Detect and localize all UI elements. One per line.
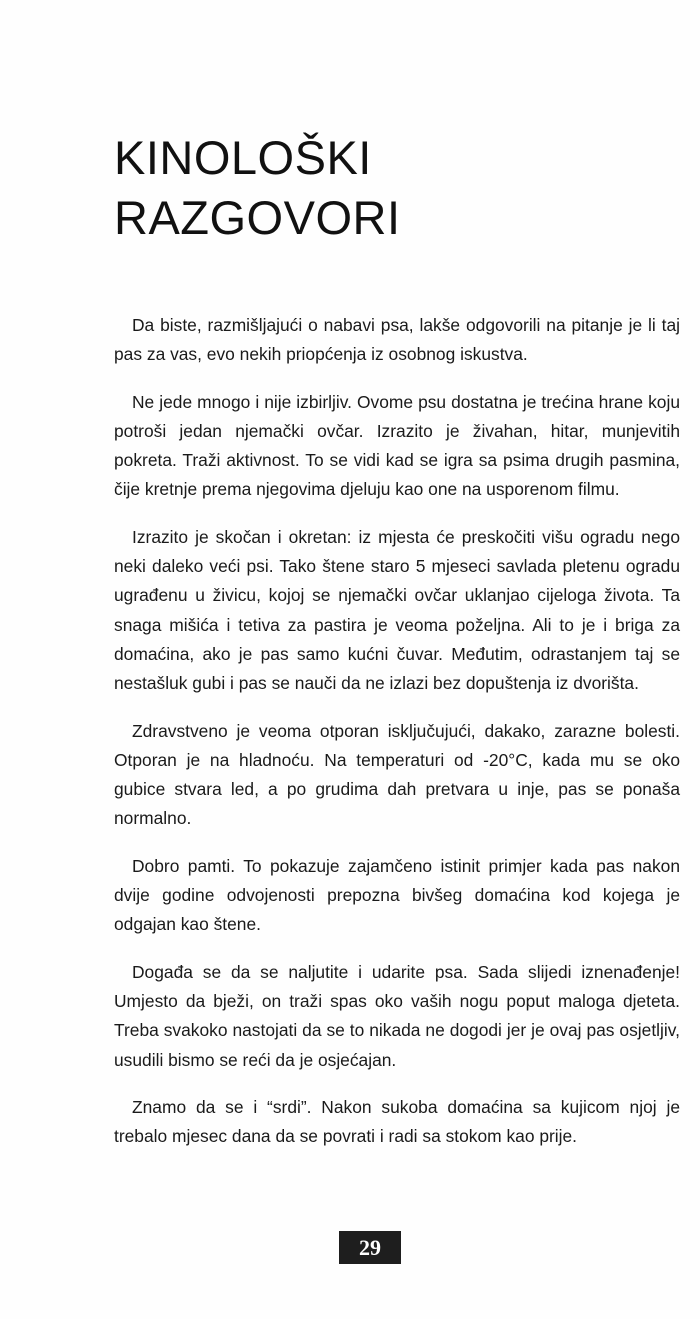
paragraph: Dobro pamti. To pokazuje zajamčeno istinit primjer kada pas nakon dvije godine odvojenosti prepozna bivšeg domaćina kod kojega je odgajan kao štene. — [114, 855, 680, 935]
chapter-title-line-1: KINOLOŠKI — [114, 131, 372, 184]
paragraph: Događa se da se naljutite i udarite psa. Sada slijedi iznenađenje! Umjesto da bježi, on traži spas oko vaših nogu poput maloga djeteta. Treba svakoko nastojati da se to nikada ne dogodi jer je ovaj pas osjetljiv, usudili bismo se reći da je osjećajan. — [114, 961, 680, 1070]
page-number-badge: 29 — [339, 1231, 401, 1264]
paragraph: Izrazito je skočan i okretan: iz mjesta će preskočiti višu ogradu nego neki daleko veći psi. Tako štene staro 5 mjeseci savlada pletenu ogradu ugrađenu u živicu, kojoj se njemački ovčar uklanjao cijeloga života. Ta snaga mišića i tetiva za pastira je veoma poželjna. Ali to je i briga za domaćina, ako je pas samo kućni čuvar. Međutim, odrastanjem taj se nestašluk gubi i pas se nauči da ne izlazi bez dopuštenja iz dvorišta. — [114, 526, 680, 694]
paragraph: Zdravstveno je veoma otporan isključujući, dakako, zarazne bolesti. Otporan je na hladnoću. Na temperaturi od -20°C, kada mu se oko gubice stvara led, a po grudima dah pretvara u inje, pas se ponaša normalno. — [114, 720, 680, 829]
chapter-title — [114, 128, 401, 248]
chapter-title-line-2: RAZGOVORI — [114, 191, 401, 244]
body-text — [114, 311, 680, 1169]
paragraph: Ne jede mnogo i nije izbirljiv. Ovome psu dostatna je trećina hrane koju potroši jedan njemački ovčar. Izrazito je živahan, hitar, munjevitih pokreta. Traži aktivnost. To se vidi kad se igra sa psima drugih pasmina, čije kretnje prema njegovima djeluju kao one na usporenom filmu. — [114, 391, 680, 500]
paragraph: Znamo da se i “srdi”. Nakon sukoba domaćina sa kujicom njoj je trebalo mjesec dana da se povrati i radi sa stokom kao prije. — [114, 1096, 680, 1147]
paragraph: Da biste, razmišljajući o nabavi psa, lakše odgovorili na pitanje je li taj pas za vas, evo nekih priopćenja iz osobnog iskustva. — [114, 315, 680, 365]
